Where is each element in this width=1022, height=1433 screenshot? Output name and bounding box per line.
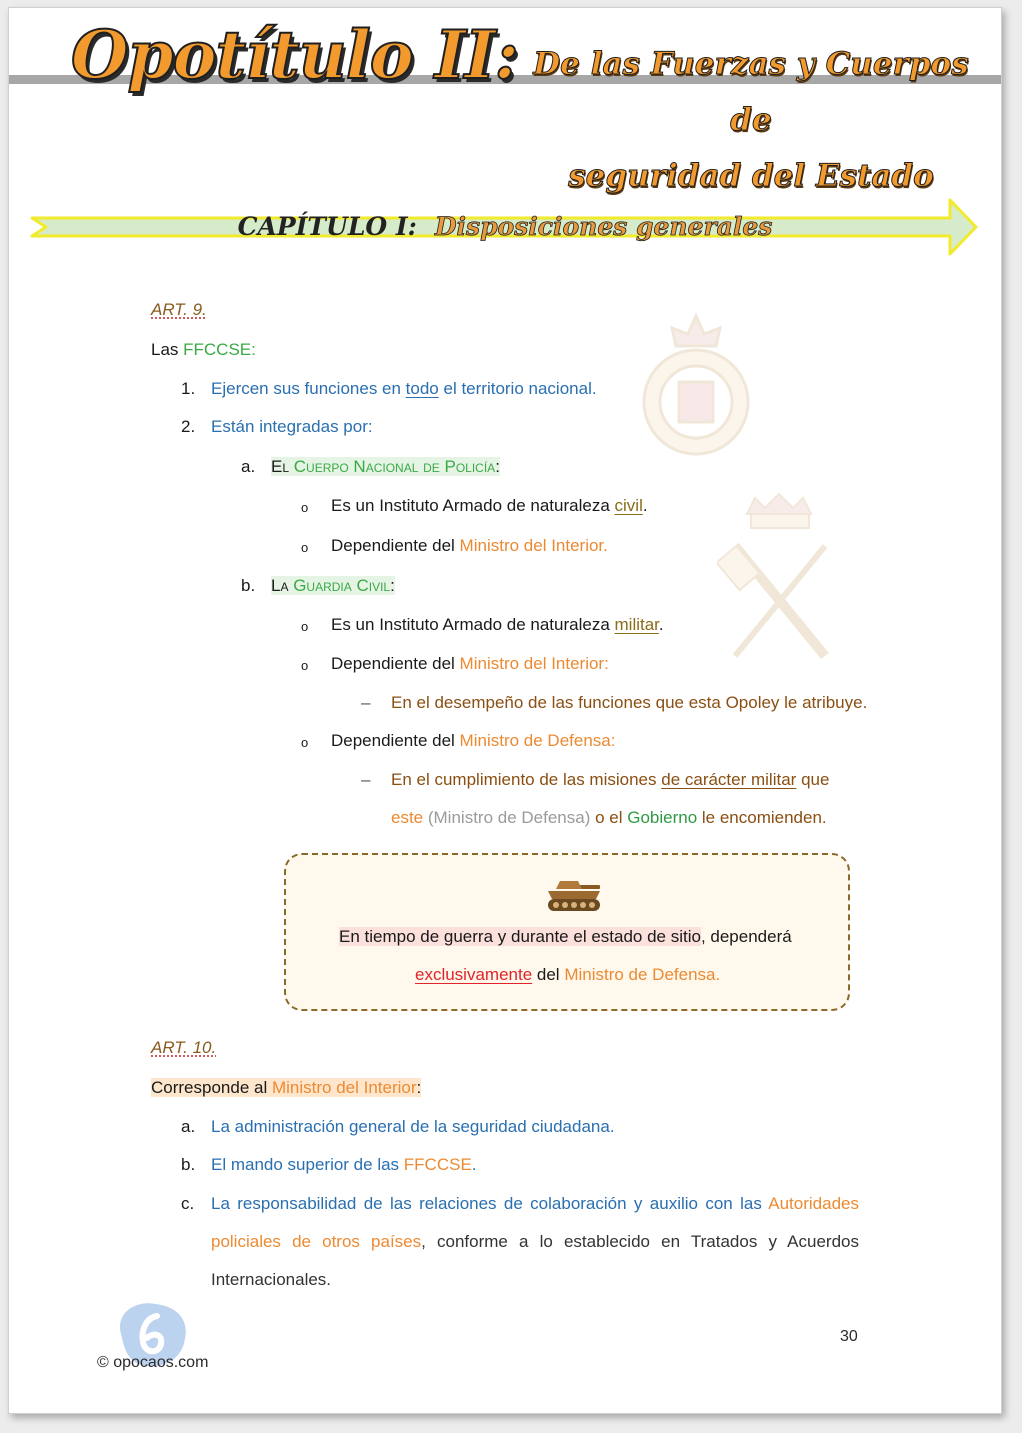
art9-b-b2-dash: – xyxy=(361,693,371,712)
art9-b-b3 xyxy=(331,729,615,753)
art9-b-b3-pre: Dependiente del xyxy=(331,731,460,750)
page-subtitle xyxy=(521,36,981,204)
art9-a-b2-end: . xyxy=(603,536,608,555)
callout-line2 xyxy=(415,963,720,987)
art10-b-text xyxy=(211,1153,477,1177)
art9-a-b2 xyxy=(331,534,608,558)
art9-b-b3-sub1-b: de carácter militar xyxy=(661,770,797,789)
footer-copyright: © opocaos.com xyxy=(97,1354,209,1371)
art10-b-text-c: . xyxy=(471,1155,477,1174)
art10-b-text-b: FFCCSE xyxy=(403,1155,472,1174)
art10-c-line1-b: Autoridades xyxy=(768,1194,859,1213)
art9-b-b2-end: : xyxy=(604,654,609,673)
art9-label xyxy=(151,298,207,322)
art9-b-b1-bullet: o xyxy=(301,619,309,634)
art9-a-prefix: El xyxy=(271,457,294,476)
art9-intro-prefix: Las xyxy=(151,340,184,359)
art9-b-colon: : xyxy=(390,576,395,595)
art9-item1 xyxy=(211,377,597,401)
callout-line1-a: En tiempo de guerra y durante el estado de sitio xyxy=(339,927,701,946)
art9-b-prefix: La xyxy=(271,576,294,595)
art9-b-b3-end: : xyxy=(610,731,616,750)
art9-b-b2-sub: En el desempeño de las funciones que esta Opoley le atribuye. xyxy=(391,693,868,712)
art10-intro xyxy=(151,1076,421,1100)
page-title xyxy=(71,16,518,94)
callout-line2-a: exclusivamente xyxy=(415,965,533,984)
page-content xyxy=(9,8,1001,1413)
callout-line1 xyxy=(339,925,792,949)
art9-b-b1-mid: Instituto Armado de naturaleza xyxy=(379,615,615,634)
art9-b-b3-term: Ministro de Defensa xyxy=(459,731,611,750)
art9-intro-suffix: : xyxy=(251,340,256,359)
art9-b-b1 xyxy=(331,613,664,637)
art9-b-b1-end: . xyxy=(658,615,664,634)
art9-b-b3-sub-line1 xyxy=(391,768,829,792)
art9-a-b1-mid: Instituto Armado de naturaleza xyxy=(379,496,615,515)
art10-b-text-a: El mando superior de las xyxy=(211,1155,404,1174)
police-emblem-watermark xyxy=(633,312,759,462)
guardia-civil-emblem-watermark xyxy=(717,486,843,666)
art9-a-b2-term: Ministro del Interior xyxy=(459,536,604,555)
art9-b-heading xyxy=(271,574,395,598)
tank-icon xyxy=(544,877,604,915)
art9-item1-c: el territorio nacional. xyxy=(438,379,597,398)
art9-b-b3-sub2-a: este xyxy=(391,808,428,827)
page-number: 30 xyxy=(840,1328,858,1345)
art9-b-b2-bullet: o xyxy=(301,658,309,673)
art9-item1-b: todo xyxy=(405,379,439,398)
art9-b-b3-sub2-c: o el xyxy=(590,808,628,827)
callout-line2-c: Ministro de Defensa xyxy=(564,965,716,984)
art10-c-line3: Internacionales. xyxy=(211,1270,332,1289)
page-title-colon: : xyxy=(494,16,518,94)
art9-a-b2-pre: Dependiente del xyxy=(331,536,460,555)
art10-c-line2-b: , conforme a lo establecido en Tratados y Acuerdos xyxy=(421,1232,859,1251)
art9-a-b2-bullet: o xyxy=(301,540,309,555)
art9-b-b2-pre: Dependiente del xyxy=(331,654,460,673)
art9-a-b1 xyxy=(331,494,648,518)
chapter-name: Disposiciones generales xyxy=(434,212,773,241)
art9-a-b1-bullet: o xyxy=(301,500,309,515)
art9-b-b3-sub2-b: (Ministro de Defensa) xyxy=(427,808,591,827)
art9-b-b1-pre: Es un xyxy=(331,615,380,634)
art9-b-b3-bullet: o xyxy=(301,735,309,750)
page-title-number: II xyxy=(434,16,495,94)
page-subtitle-line1: De las Fuerzas y Cuerpos de xyxy=(533,46,969,138)
art9-a-letter: a. xyxy=(241,457,256,476)
art9-a-b1-term: civil xyxy=(614,496,643,515)
art9-item1-number: 1. xyxy=(181,379,196,398)
art9-a-b1-end: . xyxy=(642,496,648,515)
art9-b-b3-sub2-d: Gobierno xyxy=(627,808,698,827)
art10-c-line1 xyxy=(211,1192,859,1216)
art10-c-letter: c. xyxy=(181,1194,195,1213)
art10-label-text: ART. 10. xyxy=(151,1038,217,1057)
art9-a-colon: : xyxy=(495,457,500,476)
chapter-label: CAPÍTULO I: xyxy=(237,212,417,241)
art9-b-letter: b. xyxy=(241,576,256,595)
art9-intro xyxy=(151,338,256,362)
art9-b-b2 xyxy=(331,652,609,676)
page-subtitle-line2: seguridad del Estado xyxy=(568,158,934,194)
art10-c-line2-a: policiales de otros países xyxy=(211,1232,422,1251)
art9-b-b3-dash: – xyxy=(361,770,371,789)
art9-b-name: Guardia Civil xyxy=(293,576,391,595)
art9-item2-number: 2. xyxy=(181,417,196,436)
art10-intro-c: : xyxy=(416,1078,422,1097)
art9-b-b3-sub1-a: En el cumplimiento de las misiones xyxy=(391,770,662,789)
art9-b-b1-term: militar xyxy=(614,615,659,634)
art10-intro-b: Ministro del Interior xyxy=(271,1078,417,1097)
art9-a-b1-pre: Es un xyxy=(331,496,380,515)
art10-c-line1-a: La responsabilidad de las relaciones de colaboración y auxilio con las xyxy=(211,1194,769,1213)
art9-label-text: ART. 9. xyxy=(151,300,207,319)
callout-line1-b: , dependerá xyxy=(700,927,792,946)
art10-b-letter: b. xyxy=(181,1155,196,1174)
chapter-heading xyxy=(9,210,1001,244)
page-title-word: Opotítulo xyxy=(71,16,413,94)
document-page xyxy=(8,7,1002,1414)
art9-b-b2-term: Ministro del Interior xyxy=(459,654,605,673)
art9-b-b3-sub1-c: que xyxy=(796,770,830,789)
art9-a-name: Cuerpo Nacional de Policía xyxy=(293,457,496,476)
callout-line2-d: . xyxy=(715,965,721,984)
art10-intro-a: Corresponde al xyxy=(151,1078,272,1097)
art9-item2: Están integradas por: xyxy=(211,417,373,436)
callout-line2-b: del xyxy=(532,965,565,984)
art10-a-letter: a. xyxy=(181,1117,196,1136)
art9-b-b3-sub2-e: le encomienden. xyxy=(697,808,827,827)
art9-b-b3-sub-line2 xyxy=(391,806,827,830)
art9-item1-a: Ejercen sus funciones en xyxy=(211,379,406,398)
art10-c-line2 xyxy=(211,1230,859,1254)
art9-a-heading xyxy=(271,455,500,479)
art10-a-text: La administración general de la seguridad ciudadana. xyxy=(211,1117,615,1136)
art10-label xyxy=(151,1036,216,1060)
art9-intro-term: FFCCSE xyxy=(183,340,252,359)
